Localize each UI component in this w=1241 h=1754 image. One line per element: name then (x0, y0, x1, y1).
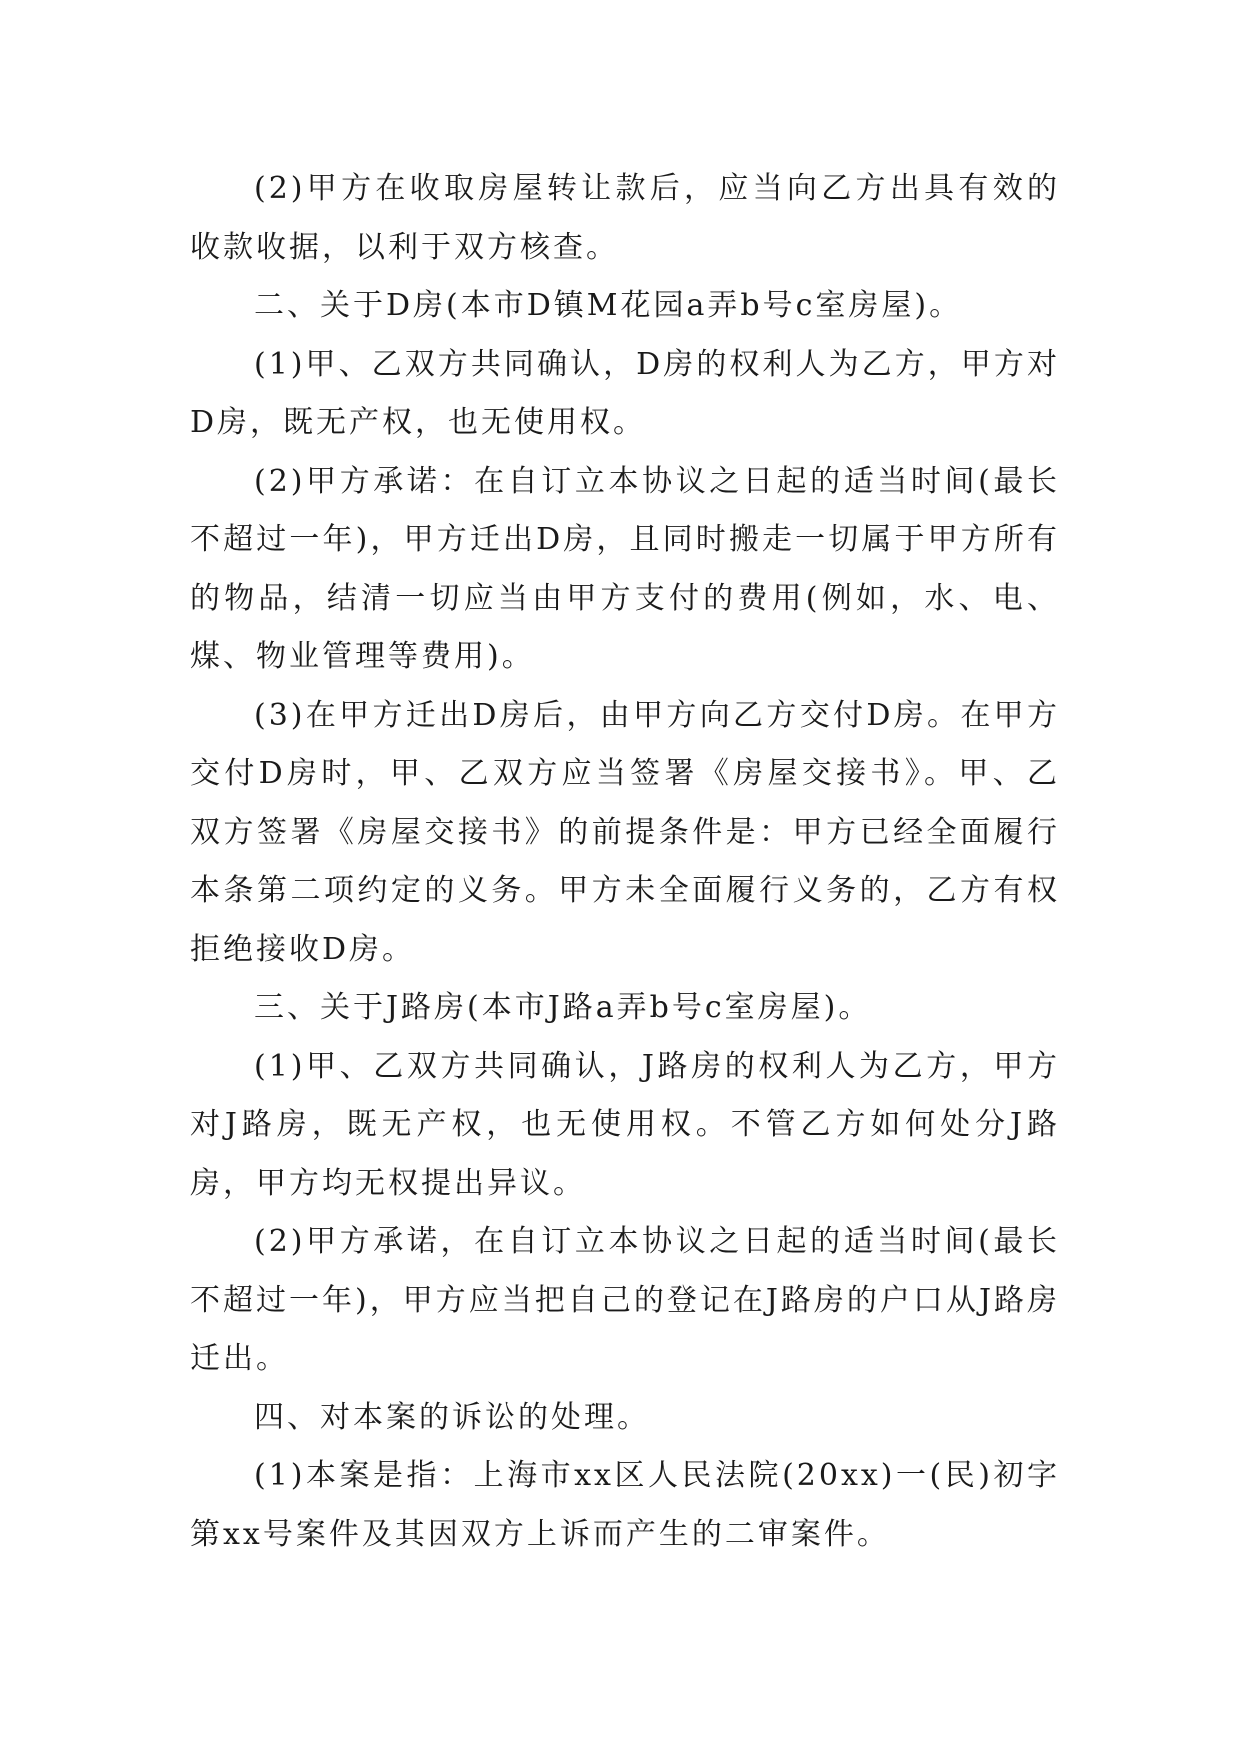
paragraph-3: (1)甲、乙双方共同确认，D房的权利人为乙方，甲方对D房，既无产权，也无使用权。 (190, 346, 1060, 440)
paragraph-7: (1)甲、乙双方共同确认，J路房的权利人为乙方，甲方对J路房，既无产权，也无使用权。不管乙方如何处分J路房，甲方均无权提出异议。 (190, 1048, 1060, 1201)
section-heading-4: 四、对本案的诉讼的处理。 (254, 1399, 650, 1435)
paragraph-1: (2)甲方在收取房屋转让款后，应当向乙方出具有效的收款收据，以利于双方核查。 (190, 171, 1060, 265)
section-heading-3: 三、关于J路房(本市J路a弄b号c室房屋)。 (254, 990, 872, 1025)
paragraph-4: (2)甲方承诺：在自订立本协议之日起的适当时间(最长不超过一年)，甲方迁出D房，且同时搬走一切属于甲方所有的物品，结清一切应当由甲方支付的费用(例如，水、电、煤、物业管理等费用)。 (190, 463, 1060, 674)
paragraph-5: (3)在甲方迁出D房后，由甲方向乙方交付D房。在甲方交付D房时，甲、乙双方应当签署《房屋交接书》。甲、乙双方签署《房屋交接书》的前提条件是：甲方已经全面履行本条第二项约定的义务。甲方未全面履行义务的，乙方有权拒绝接收D房。 (190, 697, 1060, 967)
document-page (190, 160, 1060, 1564)
paragraph-8: (2)甲方承诺，在自订立本协议之日起的适当时间(最长不超过一年)，甲方应当把自己的登记在J路房的户口从J路房迁出。 (190, 1224, 1060, 1376)
paragraph-10: (1)本案是指：上海市xx区人民法院(20xx)一(民)初字第xx号案件及其因双方上诉而产生的二审案件。 (190, 1458, 1060, 1552)
section-heading-2: 二、关于D房(本市D镇M花园a弄b号c室房屋)。 (254, 288, 963, 323)
